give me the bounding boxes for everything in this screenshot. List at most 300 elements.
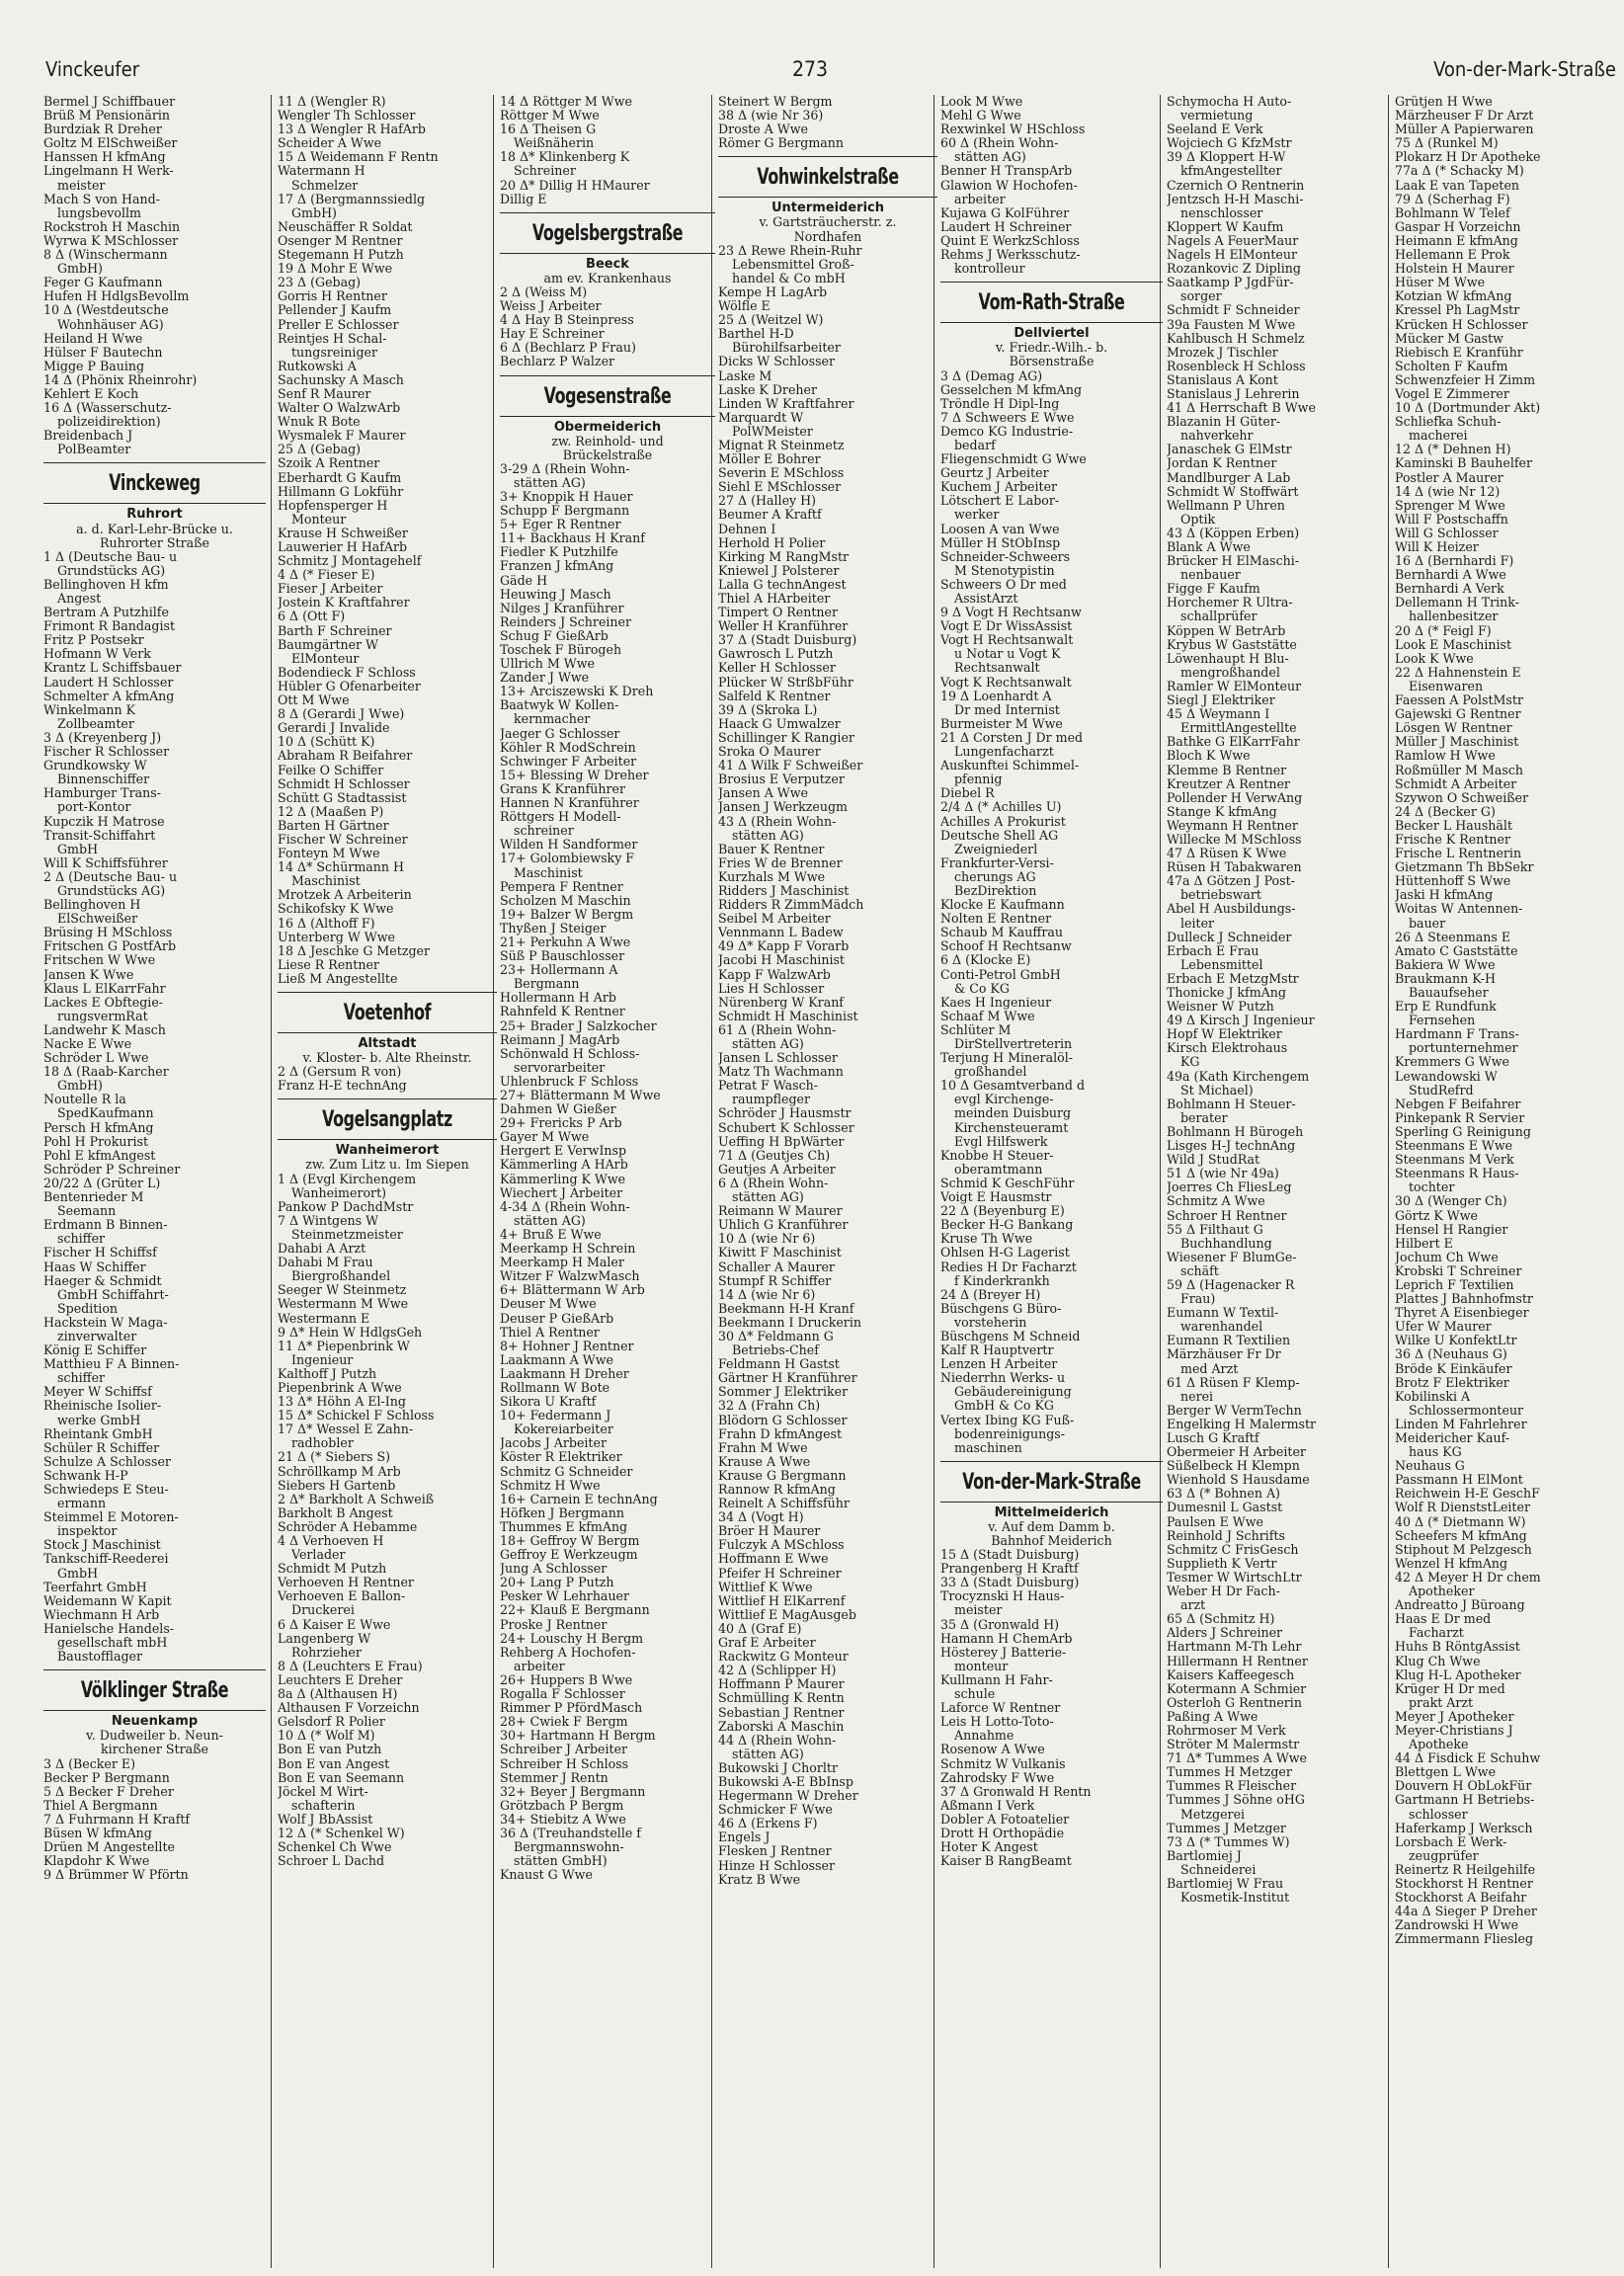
entry-line: 2 Δ* Barkholt A Schweiß [278, 1492, 435, 1506]
entry-line: Rozankovic Z Dipling [1167, 262, 1301, 277]
entry-line: Westermann E [278, 1311, 370, 1326]
entry-continuation: nenbauer [1180, 568, 1241, 583]
entry-line: 45 Δ Weymann I [1167, 707, 1270, 722]
entry-line: Pohl E kfmAngest [43, 1148, 156, 1163]
entry-line: Weller H Kranführer [718, 619, 849, 634]
entry-line: Bukowski J Chorltr [718, 1760, 838, 1775]
entry-line: Hopfensperger H [278, 498, 388, 513]
entry-continuation: StudRefrd [1409, 1083, 1474, 1097]
entry-line: Lingelmann H Werk- [43, 164, 174, 179]
entry-continuation: Baustofflager [57, 1650, 142, 1665]
entry-continuation: Schneiderei [1180, 1862, 1257, 1877]
entry-continuation: Fernsehen [1409, 1014, 1476, 1028]
entry-line: Reinders J Schreiner [500, 614, 632, 629]
entry-line: Wysmalek F Maurer [278, 429, 406, 444]
entry-line: Watermann H [278, 164, 365, 179]
entry-continuation: Optik [1180, 512, 1216, 527]
entry-line: Hösterey J Batterie- [940, 1645, 1067, 1660]
entry-line: Vertex Ibing KG Fuß- [940, 1413, 1075, 1427]
entry-line: Verhoeven H Rentner [278, 1576, 414, 1590]
entry-line: 11+ Backhaus H Kranf [500, 531, 645, 546]
entry-line: Zandrowski H Wwe [1395, 1918, 1519, 1933]
entry-line: 9 Δ* Hein W HdlgsGeh [278, 1325, 423, 1340]
entry-line: Abraham R Beifahrer [278, 749, 413, 764]
entry-continuation: schafterin [291, 1798, 356, 1813]
entry-line: Möller E Bohrer [718, 452, 821, 467]
entry-continuation: Betriebs-Chef [732, 1343, 819, 1358]
entry-line: Wolf R DienststLeiter [1395, 1501, 1530, 1515]
entry-line: Bloch K Wwe [1167, 749, 1251, 764]
entry-line: 1 Δ (Evgl Kirchengem [278, 1172, 417, 1186]
entry-line: Rollmann W Bote [500, 1380, 610, 1395]
entry-continuation: inspektor [57, 1524, 118, 1539]
entry-continuation: berater [1180, 1110, 1228, 1125]
entry-continuation: Bergmannswohn- [514, 1840, 624, 1855]
entry-line: Becker H-G Bankang [940, 1218, 1074, 1233]
entry-line: 5 Δ Becker F Dreher [43, 1784, 174, 1799]
entry-line: 49a (Kath Kirchengem [1167, 1069, 1310, 1084]
district-name: Neuenkamp [111, 1714, 199, 1730]
entry-line: 20+ Lang P Putzh [500, 1576, 614, 1590]
entry-line: Bartlomiej J [1167, 1848, 1242, 1863]
entry-line: Laske M [718, 368, 772, 383]
district-name: Ruhrort [126, 507, 183, 523]
entry-line: Plücker W StrßbFühr [718, 675, 853, 690]
entry-line: Wolf J BbAssist [278, 1812, 373, 1827]
entry-line: Schroer H Rentner [1167, 1208, 1287, 1223]
entry-line: Bodendieck F Schloss [278, 665, 416, 680]
entry-line: Brosius E Verputzer [718, 772, 845, 787]
entry-line: 21+ Perkuhn A Wwe [500, 935, 631, 949]
entry-line: Fischer R Schlosser [43, 745, 170, 760]
entry-line: Zahrodsky F Wwe [940, 1770, 1055, 1785]
entry-line: Haack G Umwalzer [718, 716, 841, 731]
entry-line: Lenzen H Arbeiter [940, 1357, 1058, 1372]
entry-line: 27 Δ (Halley H) [718, 494, 817, 509]
entry-line: Look M Wwe [940, 95, 1023, 109]
street-range: Brückelstraße [562, 447, 653, 462]
entry-line: Frahn M Wwe [718, 1440, 808, 1455]
entry-line: Jacobi H Maschinist [718, 953, 845, 968]
street-heading: Völklinger Straße [80, 1678, 229, 1704]
entry-line: 2 Δ (Weiss M) [500, 284, 588, 299]
entry-line: Hollermann H Arb [500, 991, 616, 1006]
entry-line: 13+ Arciszewski K Dreh [500, 685, 654, 699]
entry-line: Hilbert E [1395, 1236, 1453, 1251]
entry-continuation: & Co KG [954, 981, 1010, 996]
entry-line: Demco KG Industrie- [940, 424, 1074, 439]
entry-line: Pesker W Lehrhauer [500, 1589, 630, 1604]
entry-line: Landwehr K Masch [43, 1022, 166, 1037]
entry-line: Westermann M Wwe [278, 1297, 409, 1312]
entry-line: Deutsche Shell AG [940, 828, 1059, 843]
entry-line: Stumpf R Schiffer [718, 1273, 832, 1288]
entry-line: 35 Δ (Gronwald H) [940, 1617, 1060, 1632]
entry-line: Löwenhaupt H Blu- [1167, 651, 1289, 666]
entry-line: Kalthoff J Putzh [278, 1366, 377, 1381]
entry-line: Steenmans E Wwe [1395, 1139, 1513, 1154]
entry-continuation: GmbH [57, 842, 99, 856]
entry-line: Tummes J Metzger [1167, 1821, 1286, 1835]
entry-continuation: meister [954, 1603, 1003, 1618]
entry-line: Herhold H Polier [718, 535, 826, 550]
entry-line: Stegemann H Putzh [278, 248, 404, 263]
entry-continuation: Zweigniederl [954, 842, 1038, 856]
entry-line: Kullmann H Fahr- [940, 1672, 1053, 1687]
entry-line: 14 Δ Röttger M Wwe [500, 95, 632, 109]
entry-line: 25+ Brader J Salzkocher [500, 1018, 657, 1033]
entry-line: 17 Δ* Wessel E Zahn- [278, 1422, 414, 1437]
entry-line: 20/22 Δ (Grüter L) [43, 1176, 161, 1190]
divider-rule [278, 992, 497, 993]
entry-line: Ließ M Angestellte [278, 971, 398, 986]
entry-line: Ramler W ElMonteur [1167, 679, 1302, 693]
entry-line: Reinelt A Schiffsführ [718, 1497, 850, 1511]
entry-line: Laske K Dreher [718, 382, 817, 397]
entry-line: Roßmüller M Masch [1395, 763, 1523, 777]
entry-line: Quint E WerkzSchloss [940, 233, 1080, 248]
entry-line: Schreiber H Schloss [500, 1756, 629, 1771]
entry-line: Mrotzek A Arbeiterin [278, 888, 412, 903]
entry-line: 27+ Blättermann M Wwe [500, 1089, 661, 1102]
street-range: v. Gartsträucherstr. z. [759, 214, 897, 230]
entry-line: 23 Δ (Gebag) [278, 276, 362, 290]
entry-continuation: Buchhandlung [1180, 1236, 1272, 1251]
entry-line: Verhoeven E Ballon- [278, 1589, 406, 1604]
entry-line: 7 Δ Schweers E Wwe [940, 410, 1075, 425]
entry-line: Stange K kfmAng [1167, 804, 1277, 819]
entry-line: Gaspar H Vorzeichn [1395, 219, 1521, 234]
entry-line: 13 Δ* Höhn A El-Ing [278, 1395, 406, 1410]
entry-continuation: warenhandel [1180, 1320, 1263, 1335]
entry-line: Look E Maschinist [1395, 637, 1512, 652]
entry-line: Meyer W Schiffsf [43, 1385, 152, 1400]
entry-line: Eumann R Textilien [1167, 1334, 1291, 1348]
entry-line: Bellinghoven H [43, 898, 141, 913]
entry-line: Lusch G Kraftf [1167, 1431, 1259, 1445]
entry-line: Noutelle R la [43, 1093, 126, 1107]
entry-line: Schmidt W Stoffwärt [1167, 484, 1299, 499]
entry-line: Jaeger G Schlosser [500, 726, 620, 741]
entry-line: Schmitz G Schneider [500, 1464, 633, 1479]
entry-line: Müller A Papierwaren [1395, 122, 1534, 137]
entry-continuation: arbeiter [954, 192, 1006, 206]
entry-continuation: lungsbevollm [57, 205, 141, 220]
entry-line: Wienhold S Hausdame [1167, 1473, 1310, 1488]
entry-line: Uhlich G Kranführer [718, 1218, 849, 1233]
entry-line: Douvern H ObLokFür [1395, 1779, 1532, 1794]
entry-line: Jansen K Wwe [43, 967, 134, 982]
entry-line: Prangenberg H Kraftf [940, 1562, 1079, 1577]
entry-continuation: servorarbeiter [514, 1060, 606, 1075]
entry-line: 10 Δ (* Wolf M) [278, 1729, 375, 1744]
entry-line: Bröer H Maurer [718, 1524, 821, 1539]
entry-line: Hackstein W Maga- [43, 1315, 168, 1330]
entry-line: Feger G Kaufmann [43, 276, 163, 290]
entry-line: Laakmann H Dreher [500, 1366, 629, 1381]
entry-line: Bertram A Putzhilfe [43, 606, 169, 620]
entry-continuation: Apotheker [1409, 1585, 1475, 1599]
street-range: v. Auf dem Damm b. [988, 1518, 1115, 1534]
entry-continuation: Verlader [291, 1548, 346, 1563]
entry-continuation: PolBeamter [57, 443, 131, 457]
entry-line: Berger W VermTechn [1167, 1403, 1302, 1418]
entry-line: Hamann H ChemArb [940, 1631, 1073, 1646]
entry-line: Hartmann M-Th Lehr [1167, 1640, 1302, 1655]
entry-line: Witzer F WalzwMasch [500, 1269, 640, 1284]
entry-line: Faessen A PolstMstr [1395, 693, 1523, 708]
entry-line: Kämmerling K Wwe [500, 1172, 626, 1186]
entry-line: 3+ Knoppik H Hauer [500, 489, 633, 504]
entry-line: Büsen W kfmAng [43, 1826, 152, 1840]
entry-line: 30+ Hartmann H Bergm [500, 1729, 656, 1744]
entry-line: Eumann W Textil- [1167, 1306, 1279, 1321]
entry-continuation: Apotheke [1409, 1738, 1469, 1752]
entry-continuation: Annahme [954, 1729, 1015, 1744]
entry-line: Ströter M Malermstr [1167, 1738, 1300, 1752]
entry-line: Plokarz H Dr Apotheke [1395, 150, 1541, 165]
entry-line: Winkelmann K [43, 702, 136, 717]
entry-line: Haas W Schiffer [43, 1260, 146, 1274]
entry-line: 47a Δ Götzen J Post- [1167, 874, 1295, 889]
entry-line: Pollender H VerwAng [1167, 790, 1303, 805]
entry-line: Wiechert J Arbeiter [500, 1185, 623, 1200]
entry-line: Eberhardt G Kaufm [278, 470, 402, 485]
entry-continuation: arzt [1180, 1598, 1206, 1613]
column-3 [493, 95, 715, 2268]
divider-rule [278, 1098, 497, 1099]
entry-line: Brücker H ElMaschi- [1167, 554, 1300, 569]
entry-line: 9 Δ Vogt H Rechtsanw [940, 606, 1082, 620]
entry-line: Jansen L Schlosser [718, 1051, 838, 1066]
entry-continuation: Druckerei [291, 1603, 355, 1618]
entry-line: Walter O WalzwArb [278, 401, 401, 416]
entry-line: Rexwinkel W HSchloss [940, 122, 1086, 137]
entry-line: Glawion W Hochofen- [940, 178, 1078, 193]
entry-line: 20 Δ (* Feigl F) [1395, 623, 1492, 638]
entry-line: Linden W Kraftfahrer [718, 396, 854, 411]
entry-line: Kempe H LagArb [718, 284, 828, 299]
entry-line: Röttger M Wwe [500, 109, 600, 123]
entry-line: Blazanin H Güter- [1167, 415, 1281, 430]
entry-continuation: PolWMeister [732, 424, 813, 439]
entry-line: Nolten E Rentner [940, 912, 1052, 927]
entry-line: 47 Δ Rüsen K Wwe [1167, 847, 1287, 861]
entry-line: Haeger & Schmidt [43, 1273, 162, 1288]
entry-line: Wengler Th Schlosser [278, 109, 416, 123]
entry-continuation: zinverwalter [57, 1329, 137, 1343]
entry-line: Ramlow H Wwe [1395, 749, 1496, 764]
entry-line: Scholten F Kaufm [1395, 359, 1508, 373]
entry-line: Bröde K Einkäufer [1395, 1361, 1512, 1376]
entry-line: Bon E van Angest [278, 1756, 390, 1771]
entry-line: 23+ Hollermann A [500, 963, 618, 978]
entry-line: Scheider A Wwe [278, 136, 382, 151]
entry-line: Barkholt B Angest [278, 1505, 393, 1520]
entry-line: Fieser J Arbeiter [278, 582, 383, 597]
entry-line: Schubert K Schlosser [718, 1120, 854, 1135]
entry-line: Krantz L Schiffsbauer [43, 661, 182, 676]
entry-line: Reinertz R Heilgehilfe [1395, 1862, 1536, 1877]
entry-line: Krause H Schweißer [278, 526, 408, 540]
entry-line: Frische K Rentner [1395, 832, 1510, 847]
divider-rule [940, 282, 1163, 283]
entry-line: Ridders J Maschinist [718, 883, 850, 898]
entry-line: Sprenger M Wwe [1395, 498, 1505, 513]
entry-line: 24 Δ (Becker G) [1395, 804, 1496, 819]
entry-line: Kupczik H Matrose [43, 814, 165, 829]
entry-line: Kirsch Elektrohaus [1167, 1041, 1288, 1056]
entry-continuation: Weißnäherin [514, 136, 595, 151]
entry-line: Kämmerling A HArb [500, 1158, 628, 1173]
entry-continuation: Bergmann [514, 977, 580, 992]
entry-line: Ueffing H BpWärter [718, 1134, 845, 1149]
entry-line: Pohl H Prokurist [43, 1134, 149, 1149]
entry-line: Kruse Th Wwe [940, 1232, 1033, 1247]
entry-continuation: raumpfleger [732, 1093, 811, 1107]
entry-line: Krücken H Schlosser [1395, 317, 1528, 332]
entry-line: Mandlburger A Lab [1167, 470, 1291, 485]
entry-line: Amato C Gaststätte [1395, 943, 1518, 958]
entry-line: Bukowski A-E BbInsp [718, 1774, 853, 1789]
entry-line: Fulczyk A MSchloss [718, 1538, 845, 1553]
entry-line: Geurtz J Arbeiter [940, 466, 1049, 481]
entry-line: Lorsbach E Werk- [1395, 1834, 1507, 1849]
entry-line: Pfeifer H Schreiner [718, 1566, 842, 1581]
entry-line: Zander J Wwe [500, 671, 590, 686]
entry-line: Fries W de Brenner [718, 855, 843, 870]
entry-line: Kiwitt F Maschinist [718, 1246, 842, 1260]
street-range: v. Kloster- b. Alte Rheinstr. [302, 1050, 472, 1066]
divider-rule [278, 1139, 497, 1140]
entry-line: Obermeier H Arbeiter [1167, 1445, 1306, 1460]
entry-line: Hufen H HdlgsBevollm [43, 289, 190, 304]
entry-line: Bohlmann H Steuer- [1167, 1097, 1296, 1111]
entry-line: Proske J Rentner [500, 1617, 608, 1632]
entry-line: Uhlenbruck F Schloss [500, 1074, 639, 1089]
entry-continuation: DirStellvertreterin [954, 1037, 1073, 1051]
entry-line: 61 Δ Rüsen F Klemp- [1167, 1375, 1300, 1390]
entry-line: Nebgen F Beifahrer [1395, 1097, 1521, 1111]
street-range: zw. Reinhold- und [551, 433, 664, 448]
entry-line: 71 Δ* Tummes A Wwe [1167, 1751, 1308, 1766]
entry-line: 41 Δ Herrschaft B Wwe [1167, 401, 1316, 416]
entry-line: 6 Δ (Bechlarz P Frau) [500, 341, 636, 356]
entry-line: Andreatto J Büroang [1395, 1598, 1525, 1613]
entry-line: 26+ Huppers B Wwe [500, 1672, 633, 1687]
entry-line: 17+ Golombiewsky F [500, 852, 635, 866]
entry-line: 46 Δ (Erkens F) [718, 1817, 818, 1831]
entry-line: Lauwerier H HafArb [278, 540, 408, 554]
entry-line: Frahn D kfmAngest [718, 1426, 843, 1441]
entry-line: Bon E van Putzh [278, 1743, 382, 1757]
entry-line: Klug Ch Wwe [1395, 1654, 1481, 1668]
entry-continuation: betriebswart [1180, 888, 1261, 903]
entry-line: Neuschäffer R Soldat [278, 219, 413, 234]
entry-line: Köhler R ModSchrein [500, 740, 636, 755]
entry-line: Erbach E MetzgMstr [1167, 971, 1299, 986]
entry-line: Czernich O Rentnerin [1167, 178, 1305, 193]
entry-line: 13 Δ Wengler R HafArb [278, 122, 426, 137]
entry-line: Kujawa G KolFührer [940, 205, 1070, 220]
entry-line: Look K Wwe [1395, 651, 1474, 666]
entry-continuation: SpedKaufmann [57, 1106, 154, 1121]
entry-line: Pellender J Kaufm [278, 303, 392, 318]
entry-continuation: Maschinist [291, 874, 361, 889]
entry-line: Barthel H-D [718, 327, 794, 342]
entry-line: 23 Δ Rewe Rhein-Ruhr [718, 243, 862, 258]
entry-line: Bohlmann H Bürogeh [1167, 1124, 1304, 1139]
entry-line: Görtz K Wwe [1395, 1208, 1478, 1223]
entry-continuation: großhandel [954, 1065, 1027, 1080]
entry-line: Leuchters E Dreher [278, 1672, 403, 1687]
entry-continuation: radhobler [291, 1436, 354, 1451]
entry-line: Voigt E Hausmstr [940, 1190, 1052, 1205]
entry-line: 18 Δ Jeschke G Metzger [278, 943, 430, 958]
entry-line: 29+ Frericks P Arb [500, 1116, 622, 1131]
entry-line: Piepenbrink A Wwe [278, 1380, 402, 1395]
divider-rule [940, 1502, 1163, 1503]
entry-line: Migge P Bauing [43, 359, 145, 373]
entry-line: Achilles A Prokurist [940, 814, 1066, 829]
entry-line: Hegermann W Dreher [718, 1789, 858, 1804]
entry-line: Will F Postschaffn [1395, 512, 1508, 527]
entry-line: Rutkowski A [278, 359, 357, 373]
entry-line: Jaski H kfmAng [1395, 888, 1494, 903]
entry-continuation: oberamtmann [954, 1162, 1043, 1177]
entry-line: Persch H kfmAng [43, 1120, 154, 1135]
entry-continuation: ElMonteur [291, 651, 360, 666]
entry-continuation: werke GmbH [57, 1413, 141, 1427]
entry-line: 40 Δ (* Dietmann W) [1395, 1514, 1526, 1529]
entry-continuation: Schreiner [514, 164, 576, 179]
entry-line: Jung A Schlosser [500, 1562, 608, 1577]
entry-line: Kaiser B RangBeamt [940, 1854, 1072, 1869]
entry-line: Kaes H Ingenieur [940, 995, 1052, 1010]
entry-line: 4-34 Δ (Rhein Wohn- [500, 1199, 630, 1214]
entry-line: Krause A Wwe [718, 1454, 811, 1469]
entry-line: Figge F Kaufm [1167, 582, 1260, 597]
entry-line: Hanssen H kfmAng [43, 150, 166, 165]
entry-line: Kahlbusch H Schmelz [1167, 331, 1305, 346]
entry-line: Baatwyk W Kollen- [500, 698, 619, 713]
entry-line: 8 Δ (Gerardi J Wwe) [278, 707, 405, 722]
entry-line: Schwinger F Arbeiter [500, 754, 637, 769]
entry-line: Terjung H Mineralöl- [940, 1051, 1073, 1066]
entry-line: Dahmen W Gießer [500, 1102, 616, 1117]
entry-continuation: kfmAngestellter [1180, 164, 1282, 179]
entry-line: 20 Δ* Dillig H HMaurer [500, 178, 650, 193]
entry-line: Hüttenhoff S Wwe [1395, 874, 1511, 889]
entry-line: Ott M Wwe [278, 693, 350, 708]
entry-line: 18 Δ (Raab-Karcher [43, 1065, 169, 1080]
entry-line: Abel H Ausbildungs- [1167, 902, 1296, 917]
entry-line: Hergert E VerwInsp [500, 1144, 627, 1159]
entry-line: Jansen A Wwe [718, 786, 808, 801]
entry-line: 14 Δ (wie Nr 12) [1395, 484, 1501, 499]
entry-line: 16 Δ Theisen G [500, 122, 597, 137]
entry-continuation: stätten AG) [954, 150, 1026, 165]
entry-continuation: bodenreinigungs- [954, 1426, 1065, 1441]
entry-line: Schaller A Maurer [718, 1260, 835, 1274]
divider-rule [278, 1032, 497, 1033]
entry-line: Rogalla F Schlosser [500, 1687, 625, 1702]
entry-line: Flesken J Rentner [718, 1844, 832, 1859]
entry-line: 49 Δ* Kapp F Vorarb [718, 939, 850, 954]
entry-line: Mehl G Wwe [940, 109, 1021, 123]
entry-continuation: meister [57, 178, 106, 193]
entry-continuation: ElSchweißer [57, 912, 138, 927]
